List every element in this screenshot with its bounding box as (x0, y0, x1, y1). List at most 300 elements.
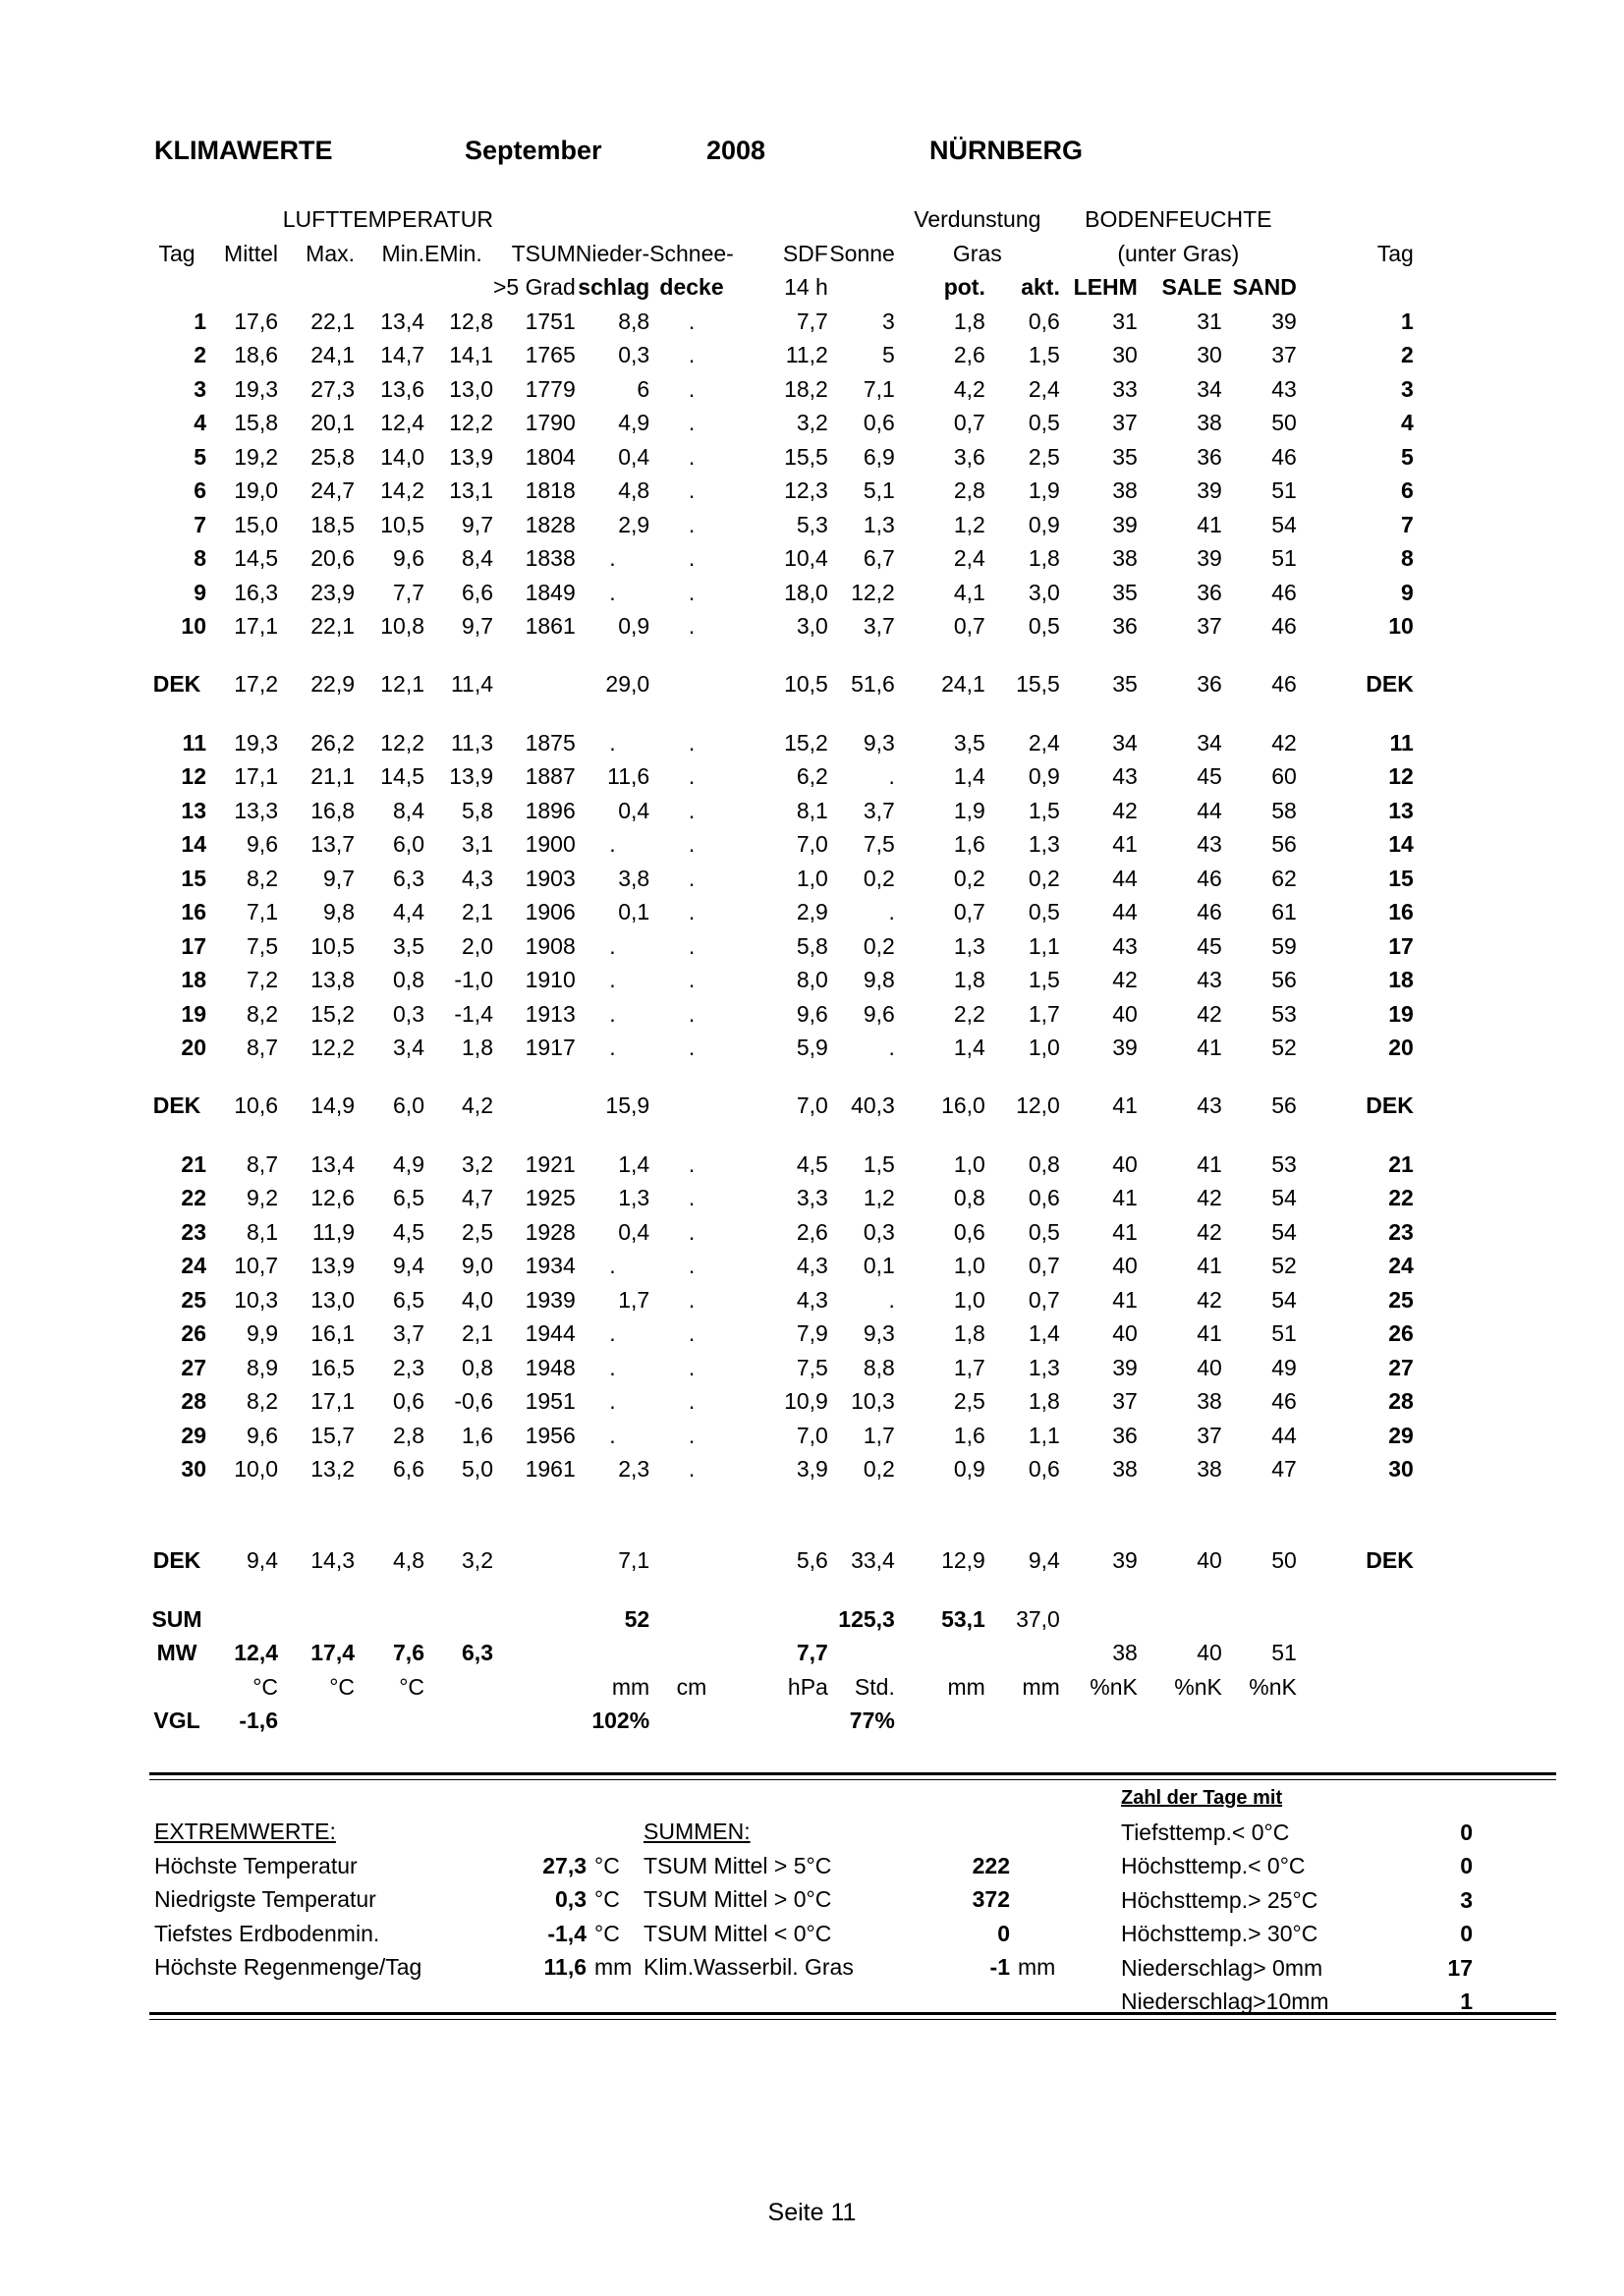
header-schlag: schlag (578, 274, 650, 300)
tage-value: 0 (1460, 1853, 1473, 1878)
table-cell: 1828 (525, 511, 576, 537)
table-cell: 0,5 (1028, 1218, 1060, 1245)
table-row (147, 1419, 1414, 1453)
table-row (147, 1283, 1414, 1317)
table-row (147, 508, 1414, 542)
header-row-3 (147, 270, 1414, 305)
sum-cell (278, 1602, 355, 1637)
table-cell: -0,6 (454, 1388, 493, 1414)
table-cell: -1,0 (454, 967, 493, 992)
table-row (147, 609, 1414, 644)
table-cell: 10,7 (234, 1253, 278, 1278)
table-cell: 41 (1197, 1253, 1222, 1278)
mw-cell: 17,4 (310, 1640, 355, 1665)
dek-cell: 12,0 (1016, 1092, 1060, 1119)
dek-cell (649, 1543, 734, 1579)
dek-cell: 6,0 (393, 1092, 424, 1119)
table-cell: 41 (1112, 1286, 1138, 1313)
header-niederschlag: Nieder- (575, 240, 650, 266)
table-cell: 10,0 (234, 1456, 278, 1482)
dek-cell: 7,0 (796, 1092, 828, 1119)
table-cell: 1779 (525, 375, 576, 402)
dek-cell: 40,3 (851, 1092, 895, 1119)
table-cell: . (609, 1000, 616, 1027)
table-cell: 62 (1271, 865, 1297, 891)
table-cell: 9,6 (247, 831, 278, 857)
table-cell: . (688, 1218, 696, 1245)
table-cell: 7,0 (796, 1422, 828, 1448)
table-cell: 1887 (525, 763, 576, 789)
table-cell: 0,7 (953, 613, 985, 639)
table-cell: 43 (1112, 932, 1138, 959)
table-cell: 51 (1271, 1320, 1297, 1346)
table-cell: 15,8 (234, 410, 278, 435)
table-cell: 27 (1388, 1354, 1414, 1380)
table-cell: . (609, 1253, 616, 1278)
table-cell: 18,6 (234, 342, 278, 367)
dek-cell: 15,5 (1016, 671, 1060, 698)
table-cell: 42 (1112, 797, 1138, 823)
vgl-cell (1060, 1704, 1138, 1738)
table-cell: 0,2 (953, 865, 985, 891)
table-cell: 2,4 (1028, 375, 1060, 402)
divider-top-thin (149, 1779, 1556, 1780)
extremwert-item (154, 1882, 620, 1917)
table-cell: 41 (1112, 831, 1138, 857)
table-cell: 1956 (525, 1422, 576, 1448)
table-cell: 4,8 (618, 477, 650, 503)
sum-cell (355, 1602, 424, 1637)
table-cell: 5,8 (462, 797, 493, 823)
table-cell: 41 (1197, 1035, 1222, 1060)
tage-item (1121, 1849, 1473, 1883)
table-cell: 34 (1112, 729, 1138, 756)
dek-cell: DEK (1366, 1547, 1414, 1574)
table-cell: 13,0 (449, 375, 493, 402)
table-cell: 4,5 (393, 1218, 424, 1245)
table-cell: 1,8 (953, 1320, 985, 1346)
dek-row (147, 1543, 1414, 1579)
table-row (147, 338, 1414, 372)
vgl-cell (355, 1704, 424, 1738)
dek-cell (649, 1089, 734, 1124)
table-cell: 4,9 (393, 1150, 424, 1177)
table-cell: . (609, 1388, 616, 1414)
summe-label: TSUM Mittel > 5°C (644, 1852, 832, 1878)
table-cell: 15,7 (310, 1422, 355, 1448)
table-cell: 9,6 (863, 1000, 895, 1027)
table-cell: 3,5 (393, 932, 424, 959)
vgl-cell (1297, 1704, 1414, 1738)
table-row (147, 1351, 1414, 1385)
table-cell: 1,8 (953, 308, 985, 334)
unit-cell: %nK (1174, 1673, 1222, 1700)
unit-cell: hPa (787, 1673, 828, 1700)
table-cell: 13,6 (380, 375, 424, 402)
table-cell: 1,4 (953, 763, 985, 789)
table-cell: . (688, 1354, 696, 1380)
table-cell: 8,8 (618, 308, 650, 334)
header-lufttemperatur: LUFTTEMPERATUR (282, 206, 493, 232)
mw-cell: 38 (1112, 1640, 1138, 1665)
tage-item (1121, 1917, 1473, 1951)
table-cell: 9,7 (462, 511, 493, 537)
table-cell: 16,3 (234, 579, 278, 605)
table-cell: 1,9 (1028, 477, 1060, 503)
vgl-cell (1138, 1704, 1222, 1738)
table-cell: 17 (181, 932, 206, 959)
dek-cell: 50 (1271, 1547, 1297, 1574)
tage-value: 0 (1460, 1921, 1473, 1946)
tage-value: 0 (1460, 1819, 1473, 1845)
table-cell: 14,7 (380, 342, 424, 367)
table-cell: 53 (1271, 1150, 1297, 1177)
doc-year: 2008 (706, 136, 766, 165)
table-cell: 7,1 (247, 899, 278, 924)
dek-cell: 39 (1112, 1547, 1138, 1574)
extremwert-value: 11,6 (543, 1954, 587, 1980)
table-cell: 9,7 (462, 613, 493, 639)
table-cell: 1,4 (618, 1150, 650, 1177)
table-cell: 1 (194, 308, 206, 334)
table-cell: 18,5 (310, 511, 355, 537)
table-cell: 7,2 (247, 967, 278, 992)
extremwert-label: Tiefstes Erdbodenmin. (154, 1920, 380, 1946)
table-cell: 8,7 (247, 1035, 278, 1060)
table-row (147, 1384, 1414, 1419)
table-cell: 23 (1388, 1218, 1414, 1245)
table-cell: 2,6 (953, 342, 985, 367)
table-cell: 51 (1271, 477, 1297, 503)
table-cell: 25 (1388, 1286, 1414, 1313)
table-cell: 1917 (525, 1035, 576, 1060)
table-cell: 25 (181, 1286, 206, 1313)
table-row (147, 372, 1414, 407)
table-cell: 2,2 (953, 1000, 985, 1027)
summe-label: TSUM Mittel < 0°C (644, 1920, 832, 1946)
header-lehm: LEHM (1073, 274, 1138, 300)
units-row (147, 1670, 1414, 1705)
table-cell: 8,2 (247, 1000, 278, 1027)
summe-value: 222 (972, 1852, 1010, 1878)
table-cell: 1948 (525, 1354, 576, 1380)
table-cell: 19,0 (234, 477, 278, 503)
table-cell: 21 (1388, 1150, 1414, 1177)
table-cell: 12,8 (449, 308, 493, 334)
table-cell: 39 (1112, 1354, 1138, 1380)
table-cell: 27,3 (310, 375, 355, 402)
table-cell: 24,7 (310, 477, 355, 503)
vgl-cell (649, 1704, 734, 1738)
table-cell: 3,9 (796, 1456, 828, 1482)
table-cell: 50 (1271, 410, 1297, 435)
sum-cell (1138, 1602, 1222, 1637)
table-cell: 0,9 (1028, 511, 1060, 537)
table-cell: 5,1 (863, 477, 895, 503)
table-cell: 22,1 (310, 308, 355, 334)
unit-cell (493, 1670, 576, 1705)
table-cell: 12 (1388, 763, 1414, 789)
mw-cell: 7,6 (393, 1640, 424, 1665)
table-cell: . (888, 899, 895, 924)
table-cell: 2,9 (796, 899, 828, 924)
table-cell: . (609, 1035, 616, 1060)
table-row (147, 929, 1414, 964)
dek-cell: 14,9 (310, 1092, 355, 1119)
table-cell: 1900 (525, 831, 576, 857)
mw-cell: MW (156, 1640, 197, 1665)
dek-cell: 4,8 (393, 1547, 424, 1574)
table-cell: 39 (1112, 1035, 1138, 1060)
table-cell: 1765 (525, 342, 576, 367)
table-cell: 23,9 (310, 579, 355, 605)
table-cell: 2,8 (953, 477, 985, 503)
dek-cell: DEK (1366, 671, 1414, 698)
table-cell: 0,7 (953, 410, 985, 435)
table-cell: 4,4 (393, 899, 424, 924)
table-cell: 13 (1388, 797, 1414, 823)
table-cell: 24 (181, 1253, 206, 1278)
vgl-cell: -1,6 (239, 1708, 278, 1733)
table-cell: 11,6 (607, 763, 650, 789)
table-cell: . (688, 613, 696, 639)
header-emin: EMin. (424, 240, 482, 266)
table-cell: 1,5 (863, 1150, 895, 1177)
table-cell: 8,2 (247, 865, 278, 891)
table-cell: 1849 (525, 579, 576, 605)
table-cell: 11,9 (311, 1218, 355, 1245)
header-grad: >5 Grad (493, 274, 576, 300)
table-cell: 23 (181, 1218, 206, 1245)
table-cell: 1,8 (953, 967, 985, 992)
extremwerte-title: EXTREMWERTE: (154, 1819, 336, 1844)
header-bodenfeuchte: BODENFEUCHTE (1085, 206, 1272, 232)
header-tsum: TSUM (511, 240, 576, 266)
table-row (147, 726, 1414, 760)
table-cell: 3,7 (863, 613, 895, 639)
table-cell: . (688, 579, 696, 605)
divider-bottom (149, 2012, 1556, 2015)
table-cell: 42 (1197, 1218, 1222, 1245)
table-cell: 31 (1112, 308, 1138, 334)
table-cell: 18 (1388, 967, 1414, 992)
summe-value: -1 (989, 1954, 1010, 1980)
table-cell: 6 (194, 477, 206, 503)
table-cell: 40 (1197, 1354, 1222, 1380)
row-spacer (147, 1065, 1414, 1089)
table-cell: 26,2 (310, 729, 355, 756)
table-cell: 44 (1197, 797, 1222, 823)
table-row (147, 305, 1414, 339)
header-pot: pot. (943, 274, 985, 300)
table-cell: 5,9 (796, 1035, 828, 1060)
table-cell (493, 202, 895, 237)
mw-row (147, 1636, 1414, 1670)
table-cell: 4 (1401, 410, 1414, 435)
table-cell: 1,2 (953, 511, 985, 537)
table-cell: 8,7 (247, 1150, 278, 1177)
table-cell: . (688, 932, 696, 959)
dek-cell: 22,9 (310, 671, 355, 698)
table-cell: 42 (1271, 729, 1297, 756)
table-cell: 18 (181, 967, 206, 992)
table-cell: 3,3 (796, 1185, 828, 1210)
table-cell: 26 (181, 1320, 206, 1346)
table-cell: 9 (1401, 579, 1414, 605)
table-cell: 10 (181, 613, 206, 639)
extremwert-label: Höchste Regenmenge/Tag (154, 1954, 422, 1980)
table-cell: 30 (1388, 1456, 1414, 1482)
table-cell: . (688, 477, 696, 503)
table-cell: 9,9 (247, 1320, 278, 1346)
table-cell: 43 (1112, 763, 1138, 789)
table-cell: 30 (181, 1456, 206, 1482)
table-cell: . (688, 1035, 696, 1060)
table-cell: 16,8 (310, 797, 355, 823)
table-cell: 53 (1271, 1000, 1297, 1027)
table-cell: 46 (1197, 865, 1222, 891)
table-cell: 8 (194, 545, 206, 571)
extremwerte-section (154, 1815, 633, 1985)
table-cell: 1,8 (1028, 545, 1060, 571)
table-cell: 35 (1112, 579, 1138, 605)
table-cell: 3,4 (393, 1035, 424, 1060)
unit-cell: °C (329, 1673, 355, 1700)
table-cell: 28 (181, 1388, 206, 1414)
table-row (147, 1148, 1414, 1182)
table-cell: 1,0 (953, 1150, 985, 1177)
table-cell: 58 (1271, 797, 1297, 823)
tage-label: Höchsttemp.> 30°C (1121, 1921, 1318, 1946)
table-cell: 1,7 (618, 1286, 650, 1313)
table-cell: 1,6 (462, 1422, 493, 1448)
table-cell: 3,8 (618, 865, 650, 891)
table-cell: 1875 (525, 729, 576, 756)
table-cell: 4,0 (462, 1286, 493, 1313)
table-cell: 20,1 (310, 410, 355, 435)
dek-cell: 4,2 (462, 1092, 493, 1119)
table-cell: 0,8 (393, 967, 424, 992)
dek-cell: DEK (152, 671, 201, 698)
table-cell: 34 (1197, 375, 1222, 402)
header-verdunstung: Verdunstung (914, 206, 1041, 232)
table-cell: 21,1 (310, 763, 355, 789)
header-akt: akt. (1021, 274, 1060, 300)
table-cell: 54 (1271, 1185, 1297, 1210)
table-cell: 1934 (525, 1253, 576, 1278)
table-cell: 7,7 (796, 308, 828, 334)
table-cell: 42 (1197, 1000, 1222, 1027)
table-cell: 7,5 (796, 1354, 828, 1380)
divider-bottom-thin (149, 2019, 1556, 2020)
table-cell: 43 (1271, 375, 1297, 402)
table-cell: 2,3 (618, 1456, 650, 1482)
table-cell: 22 (181, 1185, 206, 1210)
table-cell: 2 (1401, 342, 1414, 367)
table-cell: 0,2 (863, 932, 895, 959)
table-cell: 8,4 (462, 545, 493, 571)
table-cell: 3,7 (863, 797, 895, 823)
dek-cell: 9,4 (1028, 1547, 1060, 1574)
table-cell: 14,0 (380, 443, 424, 470)
table-cell: 8,4 (393, 797, 424, 823)
table-cell: 13,8 (310, 967, 355, 992)
header-min: Min. (381, 240, 424, 266)
table-cell: 0,9 (953, 1456, 985, 1482)
table-cell: 1,4 (953, 1035, 985, 1060)
unit-cell (147, 1670, 206, 1705)
table-cell: 41 (1197, 1150, 1222, 1177)
dek-cell: 17,2 (234, 671, 278, 698)
table-row (147, 827, 1414, 862)
dek-cell: 10,6 (234, 1092, 278, 1119)
table-cell: 44 (1271, 1422, 1297, 1448)
table-cell: 14,5 (234, 545, 278, 571)
table-cell: 0,1 (618, 899, 650, 924)
table-cell: 39 (1197, 545, 1222, 571)
dek-cell: 3,2 (462, 1547, 493, 1574)
table-cell: 26 (1388, 1320, 1414, 1346)
header-row-1 (147, 202, 1414, 237)
table-row (147, 1215, 1414, 1250)
table-cell: . (688, 967, 696, 992)
table-cell: 37 (1112, 1388, 1138, 1414)
table-cell: 31 (1197, 308, 1222, 334)
table-cell: 52 (1271, 1253, 1297, 1278)
mw-cell (895, 1636, 985, 1670)
sum-cell (424, 1602, 493, 1637)
table-cell: 13,4 (310, 1150, 355, 1177)
table-cell: 22,1 (310, 613, 355, 639)
table-cell: 19 (1388, 1000, 1414, 1027)
table-cell: 19,3 (234, 729, 278, 756)
table-cell: 7,5 (247, 932, 278, 959)
sum-cell (649, 1602, 734, 1637)
mw-cell (1297, 1636, 1414, 1670)
table-cell: 6,5 (393, 1286, 424, 1313)
unit-cell (424, 1670, 493, 1705)
table-cell: 44 (1112, 899, 1138, 924)
table-cell: 19 (181, 1000, 206, 1027)
table-cell: . (888, 1286, 895, 1313)
table-cell: 34 (1197, 729, 1222, 756)
table-cell: 1,5 (1028, 967, 1060, 992)
table-cell: . (688, 1286, 696, 1313)
table-cell: 0,3 (863, 1218, 895, 1245)
table-cell: 15,0 (234, 511, 278, 537)
table-cell: 15,2 (310, 1000, 355, 1027)
table-cell: 15 (181, 865, 206, 891)
vgl-cell (895, 1704, 985, 1738)
table-cell: . (688, 899, 696, 924)
table-cell: 2,5 (1028, 443, 1060, 470)
table-cell: 1,1 (1028, 932, 1060, 959)
table-cell: 1,3 (618, 1185, 650, 1210)
table-cell: 9,6 (393, 545, 424, 571)
table-cell: 9,8 (863, 967, 895, 992)
table-cell: 39 (1197, 477, 1222, 503)
unit-cell (1297, 1670, 1414, 1705)
dek-cell (649, 667, 734, 702)
table-cell: 40 (1112, 1320, 1138, 1346)
extremwert-unit: °C (594, 1886, 620, 1912)
row-spacer (147, 1486, 1414, 1543)
table-cell: 1925 (525, 1185, 576, 1210)
table-cell: . (609, 1422, 616, 1448)
table-cell: 6,6 (462, 579, 493, 605)
sum-cell: 52 (624, 1605, 650, 1632)
table-cell: 0,6 (1028, 1456, 1060, 1482)
